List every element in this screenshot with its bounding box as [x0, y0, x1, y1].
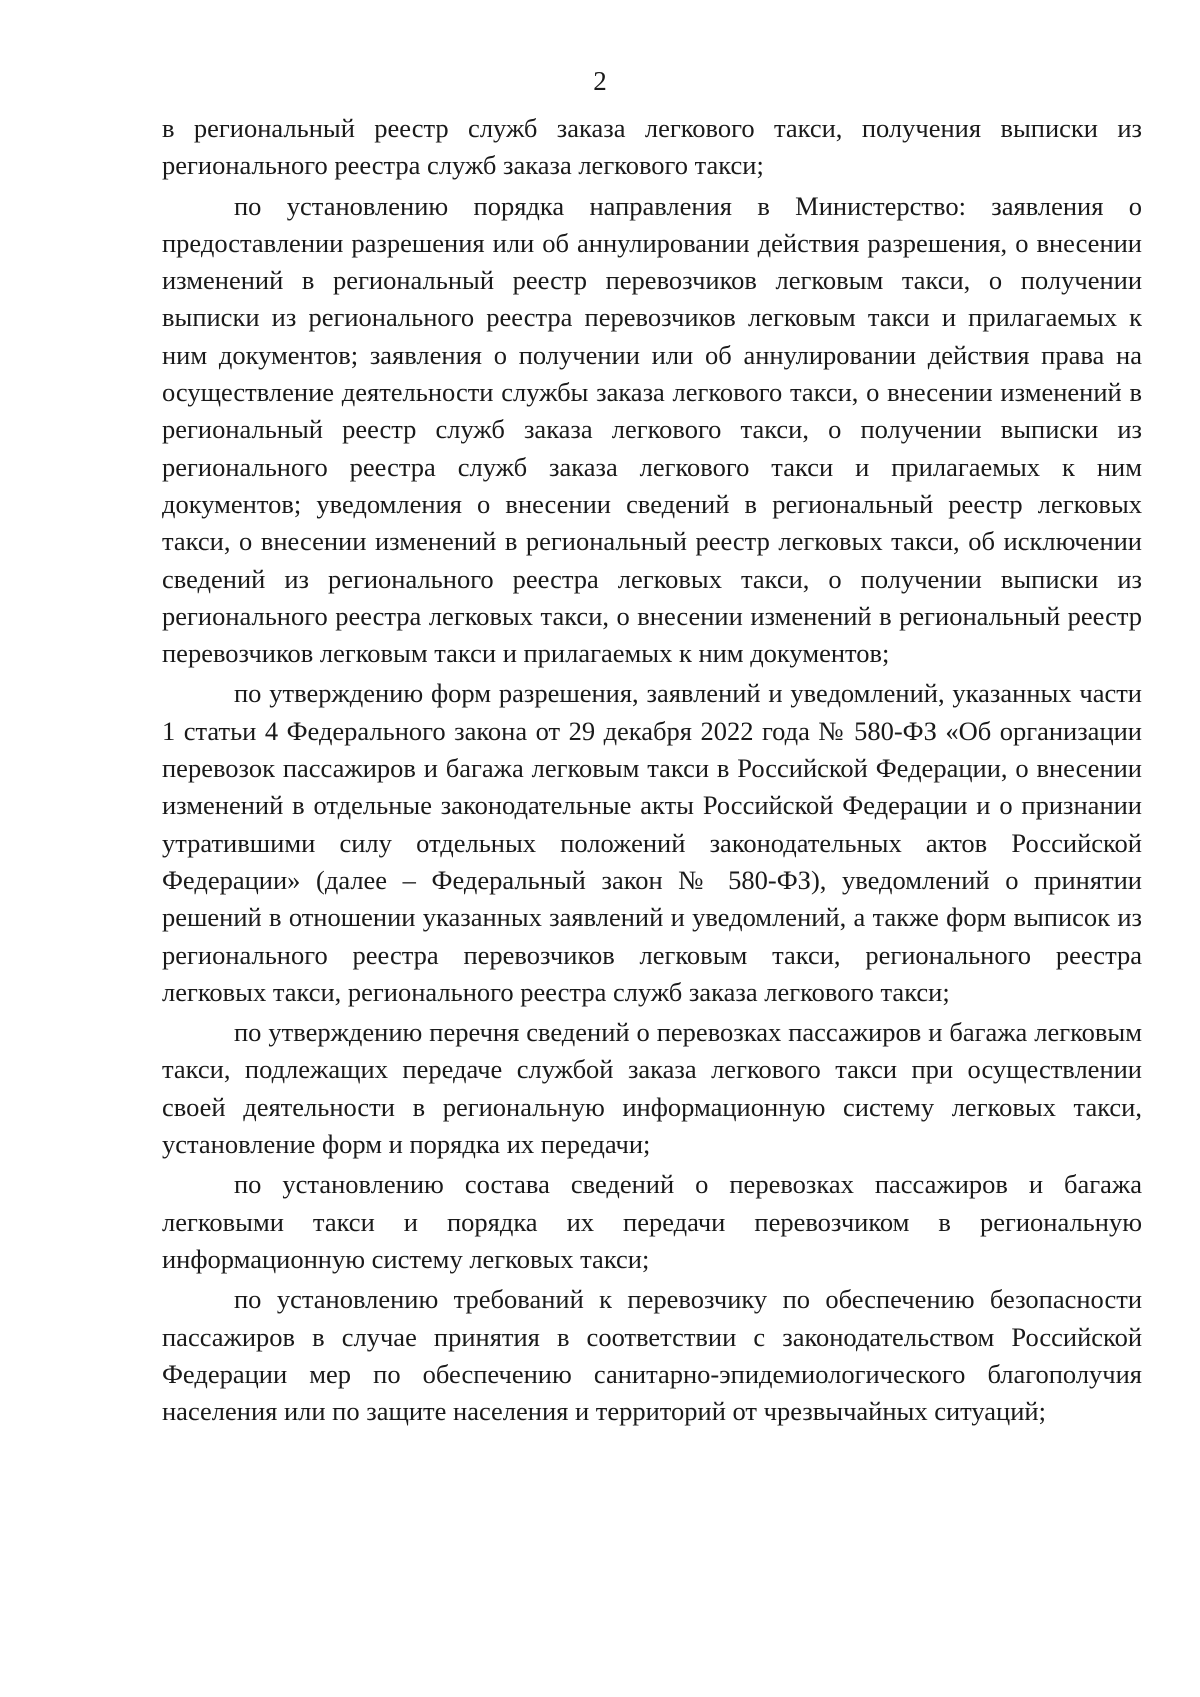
- paragraph-forms-approval: по утверждению форм разрешения, заявлений и уведомлений, указанных части 1 статьи 4 Федерального закона от 29 декабря 2022 года № 580-ФЗ «Об организации перевозок пассажиров и багажа легковым такси в Российской Федерации, о внесении изменений в отдельные законодательные акты Российской Федерации и о признании утратившими силу отдельных положений законодательных актов Российской Федерации» (далее – Федеральный закон № 580-ФЗ), уведомлений о принятии решений в отношении указанных заявлений и уведомлений, а также форм выписок из регионального реестра перевозчиков легковым такси, регионального реестра легковых такси, регионального реестра служб заказа легкового такси;: [162, 678, 1142, 1007]
- paragraph-continuation: в региональный реестр служб заказа легкового такси, получения выписки из регионального реестра служб заказа легкового такси;: [162, 113, 1142, 181]
- document-body: [162, 110, 1142, 1433]
- page-number: 2: [593, 66, 607, 96]
- paragraph-info-list: по утверждению перечня сведений о перевозках пассажиров и багажа легковым такси, подлежащих передаче службой заказа легкового такси при осуществлении своей деятельности в региональную информационную систему легковых такси, установление форм и порядка их передачи;: [162, 1017, 1142, 1160]
- paragraph-safety-requirements: по установлению требований к перевозчику по обеспечению безопасности пассажиров в случае принятия в соответствии с законодательством Российской Федерации мер по обеспечению санитарно-эпидемиологического благополучия населения или по защите населения и территорий от чрезвычайных ситуаций;: [162, 1284, 1142, 1427]
- paragraph-info-composition: по установлению состава сведений о перевозках пассажиров и багажа легковыми такси и порядка их передачи перевозчиком в региональную информационную систему легковых такси;: [162, 1169, 1142, 1274]
- paragraph-application-procedure: по установлению порядка направления в Министерство: заявления о предоставлении разрешения или об аннулировании действия разрешения, о внесении изменений в региональный реестр перевозчиков легковым такси, о получении выписки из регионального реестра перевозчиков легковым такси и прилагаемых к ним документов; заявления о получении или об аннулировании действия права на осуществление деятельности службы заказа легкового такси, о внесении изменений в региональный реестр служб заказа легкового такси, о получении выписки из регионального реестра служб заказа легкового такси и прилагаемых к ним документов; уведомления о внесении сведений в региональный реестр легковых такси, о внесении изменений в региональный реестр легковых такси, об исключении сведений из регионального реестра легковых такси, о получении выписки из регионального реестра легковых такси, о внесении изменений в региональный реестр перевозчиков легковым такси и прилагаемых к ним документов;: [162, 190, 1142, 669]
